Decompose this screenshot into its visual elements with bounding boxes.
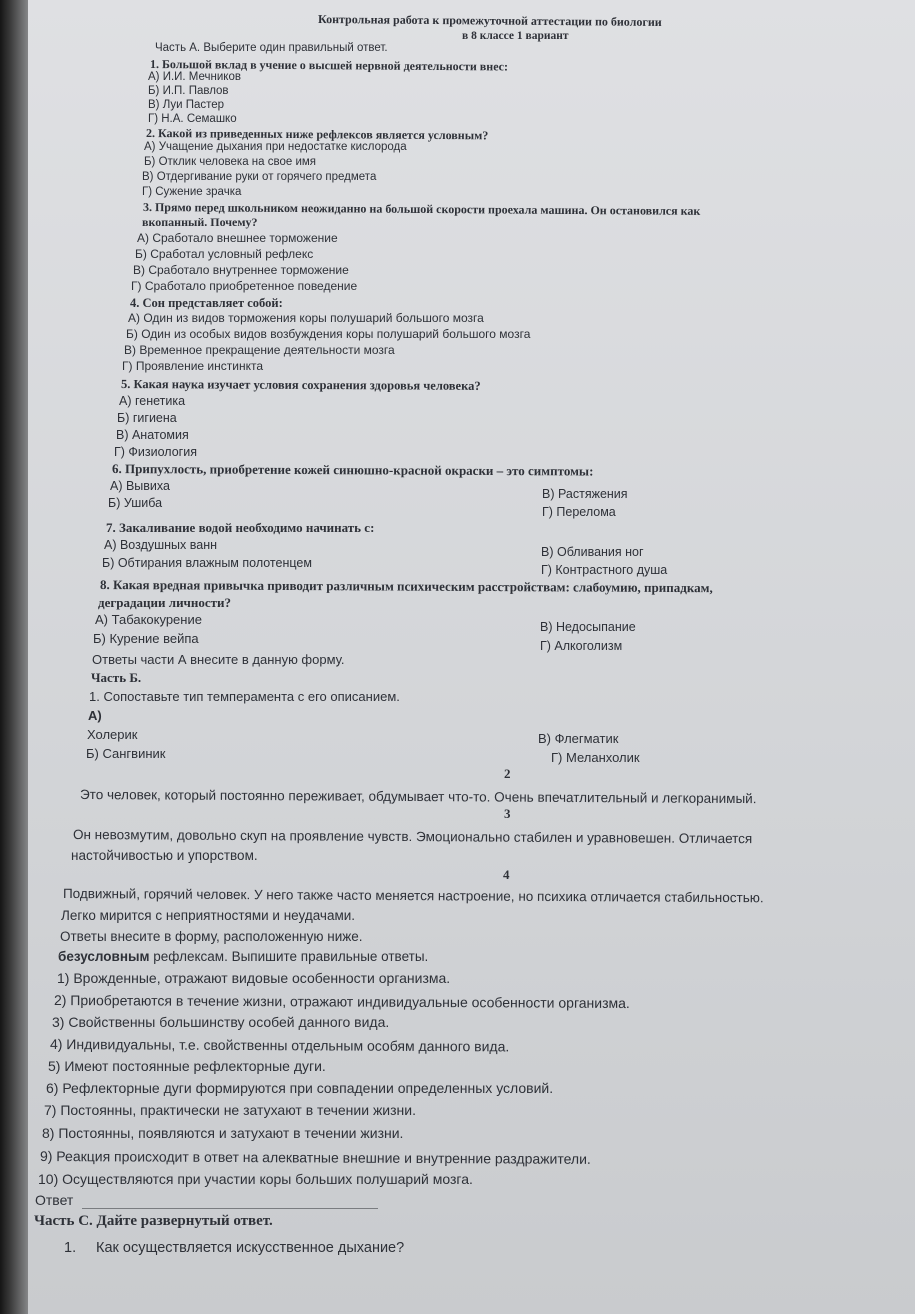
q2-option-a: А) Учащение дыхания при недостатке кислорода bbox=[144, 141, 407, 153]
question-8: 8. Какая вредная привычка приводит различным психическим расстройствам: слабоумию, припадкам, bbox=[99, 577, 713, 596]
statement-5: 5) Имеют постоянные рефлекторные дуги. bbox=[48, 1058, 326, 1074]
q6-option-a: А) Вывиха bbox=[110, 479, 170, 493]
question-3: 3. Прямо перед школьником неожиданно на большой скорости проехала машина. Он остановился как bbox=[142, 200, 701, 218]
task-2-bold-word: безусловным bbox=[58, 949, 150, 964]
q7-option-a: А) Воздушных ванн bbox=[104, 538, 218, 552]
q8-option-d: Г) Алкоголизм bbox=[540, 639, 623, 653]
description-number-4: 4 bbox=[503, 867, 510, 882]
q4-option-d: Г) Проявление инстинкта bbox=[122, 359, 263, 373]
q7-option-c: В) Обливания ног bbox=[541, 545, 644, 559]
temperament-choleric: Холерик bbox=[87, 727, 138, 742]
question-1: 1. Большой вклад в учение о высшей нервной деятельности внес: bbox=[149, 57, 509, 74]
statement-10: 10) Осуществляются при участии коры больших полушарий мозга. bbox=[38, 1171, 473, 1187]
q2-option-b: Б) Отклик человека на свое имя bbox=[144, 156, 317, 168]
part-a-instruction: Часть А. Выберите один правильный ответ. bbox=[155, 42, 388, 54]
temperament-label-a: А) bbox=[88, 708, 102, 723]
document-title: Контрольная работа к промежуточной аттестации по биологии bbox=[317, 12, 662, 29]
answer-line bbox=[82, 1208, 378, 1209]
part-c-question-number: 1. bbox=[64, 1240, 77, 1256]
part-b-task-2 bbox=[58, 949, 428, 965]
q8-option-b: Б) Курение вейпа bbox=[93, 631, 199, 646]
q5-option-c: В) Анатомия bbox=[116, 428, 189, 442]
q1-option-c: В) Луи Пастер bbox=[148, 99, 225, 111]
temperament-phlegmatic: В) Флегматик bbox=[538, 731, 619, 746]
question-2: 2. Какой из приведенных ниже рефлексов является условным? bbox=[145, 126, 489, 143]
question-4: 4. Сон представляет собой: bbox=[130, 296, 283, 310]
q6-option-b: Б) Ушиба bbox=[108, 496, 163, 510]
statement-8: 8) Постоянны, появляются и затухают в течении жизни. bbox=[42, 1125, 404, 1141]
part-c-heading: Часть С. Дайте развернутый ответ. bbox=[34, 1213, 273, 1229]
q5-option-b: Б) гигиена bbox=[117, 411, 177, 425]
question-3-cont: вкопанный. Почему? bbox=[142, 215, 258, 229]
answer-label: Ответ bbox=[35, 1192, 74, 1208]
document-subtitle: в 8 классе 1 вариант bbox=[462, 30, 569, 42]
statement-2: 2) Приобретаются в течение жизни, отражают индивидуальные особенности организма. bbox=[53, 992, 630, 1012]
q6-option-c: В) Растяжения bbox=[542, 487, 628, 501]
question-5: 5. Какая наука изучает условия сохранения здоровья человека? bbox=[120, 377, 481, 393]
q7-option-b: Б) Обтирания влажным полотенцем bbox=[102, 556, 312, 570]
part-b-answers-note: Ответы внесите в форму, расположенную ниже. bbox=[60, 929, 363, 944]
q3-option-b: Б) Сработал условный рефлекс bbox=[135, 247, 314, 261]
q3-option-d: Г) Сработало приобретенное поведение bbox=[131, 279, 358, 293]
q1-option-a: А) И.И. Мечников bbox=[148, 71, 241, 83]
q3-option-a: А) Сработало внешнее торможение bbox=[137, 231, 338, 245]
q5-option-d: Г) Физиология bbox=[114, 445, 197, 459]
q8-option-a: А) Табакокурение bbox=[95, 612, 202, 627]
temperament-sanguine: Б) Сангвиник bbox=[86, 746, 166, 761]
q3-option-c: В) Сработало внутреннее торможение bbox=[133, 263, 349, 277]
statement-9: 9) Реакция происходит в ответ на алекватные внешние и внутренние раздражители. bbox=[39, 1148, 591, 1167]
description-2: Это человек, который постоянно переживает, обдумывает что-то. Очень впечатлительный и легкоранимый. bbox=[79, 787, 757, 807]
part-b-task-1: 1. Сопоставьте тип темперамента с его описанием. bbox=[89, 689, 400, 704]
q6-option-d: Г) Перелома bbox=[542, 505, 616, 519]
statement-1: 1) Врожденные, отражают видовые особенности организма. bbox=[57, 970, 451, 986]
description-3-line-1: Он невозмутим, довольно скуп на проявление чувств. Эмоционально стабилен и уравновешен. Отличается bbox=[72, 827, 753, 847]
description-number-3: 3 bbox=[504, 806, 511, 821]
q8-option-c: В) Недосыпание bbox=[540, 620, 636, 634]
question-6: 6. Припухлость, приобретение кожей синюшно-красной окраски – это симптомы: bbox=[111, 461, 594, 479]
statement-7: 7) Постоянны, практически не затухают в течении жизни. bbox=[44, 1102, 416, 1118]
part-c-question-1: Как осуществляется искусственное дыхание? bbox=[96, 1240, 405, 1256]
q5-option-a: А) генетика bbox=[119, 394, 186, 408]
statement-3: 3) Свойственны большинству особей данного вида. bbox=[52, 1014, 390, 1030]
statement-4: 4) Индивидуальны, т.е. свойственны отдельным особям данного вида. bbox=[49, 1036, 510, 1055]
q4-option-a: А) Один из видов торможения коры полушарий большого мозга bbox=[128, 311, 484, 325]
task-2-text: рефлексам. Выпишите правильные ответы. bbox=[149, 949, 429, 964]
q1-option-b: Б) И.П. Павлов bbox=[148, 85, 229, 97]
description-4-line-1: Подвижный, горячий человек. У него также часто меняется настроение, но психика отличается стабильностью. bbox=[62, 886, 764, 906]
q7-option-d: Г) Контрастного душа bbox=[541, 563, 668, 577]
part-a-answers-note: Ответы части А внесите в данную форму. bbox=[92, 652, 345, 667]
q4-option-b: Б) Один из особых видов возбуждения коры полушарий большого мозга bbox=[126, 327, 531, 341]
temperament-melancholic: Г) Меланхолик bbox=[551, 750, 640, 765]
q1-option-d: Г) Н.А. Семашко bbox=[148, 113, 237, 125]
q2-option-d: Г) Сужение зрачка bbox=[142, 186, 242, 198]
description-number-2: 2 bbox=[504, 766, 511, 781]
description-4-line-2: Легко мирится с неприятностями и неудачами. bbox=[61, 908, 356, 923]
statement-6: 6) Рефлекторные дуги формируются при совпадении определенных условий. bbox=[46, 1080, 554, 1096]
question-8-cont: деградации личности? bbox=[98, 595, 232, 610]
q4-option-c: В) Временное прекращение деятельности мозга bbox=[124, 343, 395, 357]
question-7: 7. Закаливание водой необходимо начинать с: bbox=[106, 520, 375, 535]
part-b-heading: Часть Б. bbox=[91, 670, 142, 685]
q2-option-c: В) Отдергивание руки от горячего предмета bbox=[142, 171, 377, 183]
description-3-line-2: настойчивостью и упорством. bbox=[71, 848, 258, 863]
